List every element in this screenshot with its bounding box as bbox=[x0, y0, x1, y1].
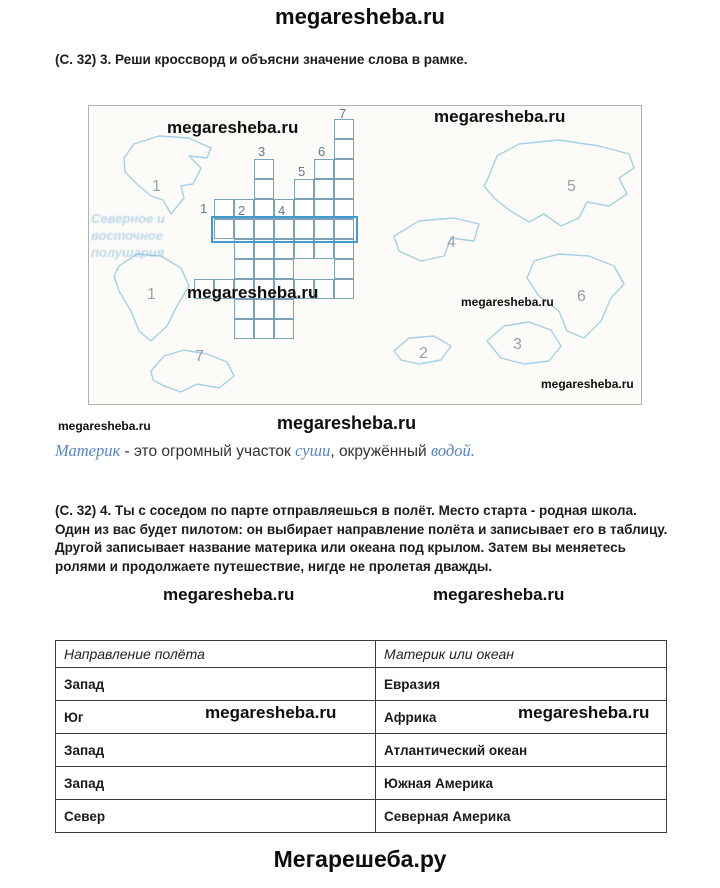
eurasia-outline bbox=[484, 140, 634, 226]
watermark: megaresheba.ru bbox=[205, 703, 337, 722]
cell-continent: Южная Америка bbox=[376, 767, 667, 800]
watermark: megaresheba.ru bbox=[518, 703, 650, 722]
cell-direction: Запад bbox=[56, 767, 376, 800]
watermark: megaresheba.ru bbox=[277, 413, 417, 433]
crossword-number-1: 1 bbox=[200, 201, 208, 216]
cell-continent: Атлантический океан bbox=[376, 734, 667, 767]
crossword-number-5: 5 bbox=[298, 164, 306, 179]
watermark: megaresheba.ru bbox=[541, 377, 634, 391]
table-header-row bbox=[56, 641, 667, 668]
term-materik: Материк bbox=[55, 441, 121, 460]
bleed-line: Северное и bbox=[91, 211, 165, 226]
footer-title: Мегарешеба.ру bbox=[273, 846, 447, 872]
map-label-antarctica: 7 bbox=[195, 348, 204, 365]
watermark: megaresheba.ru bbox=[461, 295, 554, 309]
word-vodoy: водой. bbox=[430, 441, 475, 460]
cell-direction: Запад bbox=[56, 668, 376, 701]
task-4-text: (С. 32) 4. Ты с соседом по парте отправляешься в полёт. Место старта - родная школа. Один из вас будет пилотом: он выбирает направление полёта и записывает его в таблицу. Другой записывает название материка или океана под крылом. Затем вы меняетесь ролями и продолжаете путешествие, нигде не пролетая дважды. bbox=[55, 503, 668, 574]
north-america-outline bbox=[124, 136, 211, 214]
watermark: megaresheba.ru bbox=[167, 118, 299, 137]
word-sushi: суши bbox=[295, 441, 331, 460]
continent-outlines bbox=[89, 106, 641, 404]
map-label-north-america: 1 bbox=[152, 178, 161, 195]
definition-text: , окружённый bbox=[330, 443, 431, 460]
watermark: megaresheba.ru bbox=[163, 585, 295, 604]
map-label-shape-2: 2 bbox=[419, 345, 428, 362]
watermark: megaresheba.ru bbox=[187, 283, 319, 302]
flight-table bbox=[55, 640, 667, 833]
shape-4-outline bbox=[394, 218, 479, 261]
table-row bbox=[56, 734, 667, 767]
cell-direction: Север bbox=[56, 800, 376, 833]
crossword-number-6: 6 bbox=[318, 144, 326, 159]
table-header-direction: Направление полёта bbox=[56, 641, 376, 668]
map-label-south-america: 1 bbox=[147, 286, 156, 303]
table-row bbox=[56, 767, 667, 800]
definition-text: - это огромный участок bbox=[120, 443, 296, 460]
keyword-frame bbox=[211, 216, 358, 243]
definition-line bbox=[55, 441, 475, 461]
map-label-africa: 6 bbox=[577, 288, 586, 305]
cell-continent: Африка bbox=[376, 701, 667, 734]
cell-continent: Евразия bbox=[376, 668, 667, 701]
site-title: megaresheba.ru bbox=[275, 4, 445, 29]
table-row bbox=[56, 668, 667, 701]
table-row bbox=[56, 800, 667, 833]
cell-continent: Северная Америка bbox=[376, 800, 667, 833]
table-header-continent: Материк или океан bbox=[376, 641, 667, 668]
crossword-number-7: 7 bbox=[339, 106, 347, 121]
crossword-worksheet-image bbox=[88, 105, 642, 405]
watermark: megaresheba.ru bbox=[434, 107, 566, 126]
watermark: megaresheba.ru bbox=[58, 419, 151, 433]
crossword-number-3: 3 bbox=[258, 144, 266, 159]
task-3-text: (С. 32) 3. Реши кроссворд и объясни значение слова в рамке. bbox=[55, 52, 468, 67]
crossword-number-2: 2 bbox=[238, 203, 246, 218]
antarctica-outline bbox=[151, 350, 234, 392]
bleed-through-text bbox=[91, 210, 165, 261]
map-label-eurasia: 5 bbox=[567, 178, 576, 195]
australia-outline bbox=[487, 322, 561, 364]
map-label-shape-4: 4 bbox=[447, 234, 456, 251]
map-label-australia: 3 bbox=[513, 336, 522, 353]
bleed-line: восточное bbox=[91, 228, 163, 243]
cell-direction: Запад bbox=[56, 734, 376, 767]
crossword-number-4: 4 bbox=[278, 203, 286, 218]
cell-direction: Юг bbox=[56, 701, 376, 734]
bleed-line: полушария bbox=[91, 245, 165, 260]
watermark: megaresheba.ru bbox=[433, 585, 565, 604]
